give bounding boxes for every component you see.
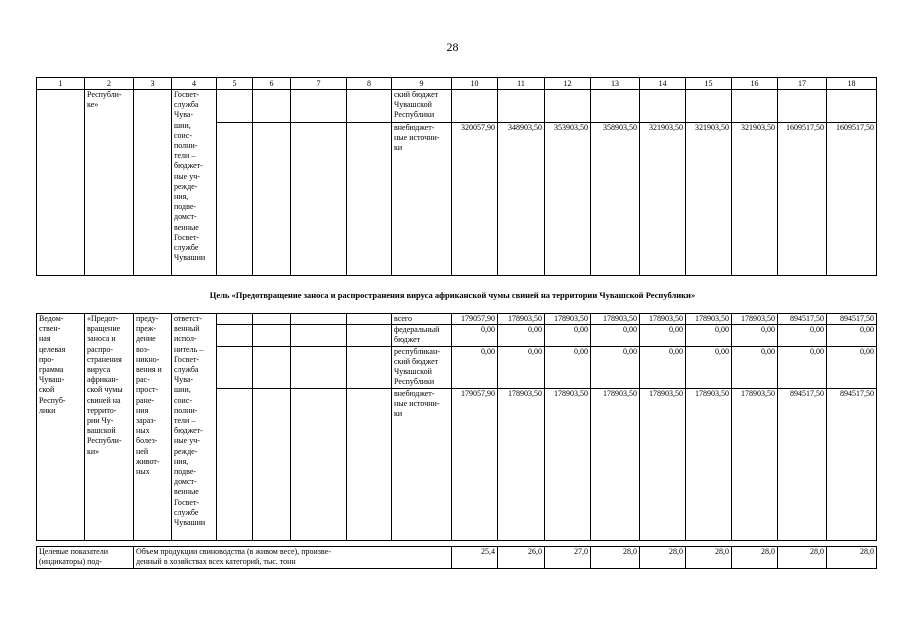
- column-number-cell: 3: [134, 78, 172, 90]
- value-cell: 0,00: [640, 346, 686, 388]
- program-table-goal-block: [36, 313, 877, 541]
- value-cell: [827, 90, 877, 123]
- value-cell: 178903,50: [545, 388, 591, 540]
- task-cell: преду- преж- дение воз- никно- вения и рас- прост- ране- ния зараз- ных болез- ней живот- ных: [134, 314, 172, 541]
- funding-source-cell: ский бюджет Чувашской Республики: [392, 90, 452, 123]
- value-cell: 0,00: [591, 325, 640, 346]
- column-number-cell: 15: [686, 78, 732, 90]
- funding-source-cell: республикан- ский бюджет Чувашской Республики: [392, 346, 452, 388]
- value-cell: 320057,90: [452, 123, 498, 276]
- value-cell: 178903,50: [686, 314, 732, 325]
- executor-cell: Госвет- служба Чува- шии, соис- полни- тели – бюджет- ные уч- режде- ния, подве- домст- венные Госвет- службе Чувашии: [172, 90, 217, 276]
- value-cell: 358903,50: [591, 123, 640, 276]
- value-cell: 1609517,50: [827, 123, 877, 276]
- value-cell: 0,00: [545, 325, 591, 346]
- value-cell: 178903,50: [732, 388, 778, 540]
- value-cell: 178903,50: [498, 314, 545, 325]
- column-number-cell: 8: [347, 78, 392, 90]
- value-cell: 0,00: [827, 325, 877, 346]
- column-number-cell: 7: [291, 78, 347, 90]
- value-cell: 348903,50: [498, 123, 545, 276]
- goal-heading: Цель «Предотвращение заноса и распространения вируса африканской чумы свиней на территории Чувашской Республики»: [209, 290, 696, 300]
- column-number-cell: 2: [85, 78, 134, 90]
- value-cell: 0,00: [686, 346, 732, 388]
- value-cell: 178903,50: [640, 314, 686, 325]
- value-cell: 28,0: [778, 547, 827, 569]
- value-cell: 28,0: [732, 547, 778, 569]
- value-cell: 321903,50: [732, 123, 778, 276]
- value-cell: 179057,90: [452, 314, 498, 325]
- value-cell: 28,0: [827, 547, 877, 569]
- value-cell: 0,00: [778, 325, 827, 346]
- column-number-cell: 18: [827, 78, 877, 90]
- value-cell: 321903,50: [686, 123, 732, 276]
- column-number-cell: 13: [591, 78, 640, 90]
- value-cell: 321903,50: [640, 123, 686, 276]
- value-cell: [591, 90, 640, 123]
- value-cell: 0,00: [778, 346, 827, 388]
- value-cell: 0,00: [640, 325, 686, 346]
- column-number-cell: 4: [172, 78, 217, 90]
- value-cell: [545, 90, 591, 123]
- program-name-cell: Республи- ке»: [85, 90, 134, 276]
- executor-cell: ответст- венный испол- нитель – Госвет- служба Чува- шии, соис- полни- тели – бюджет- ные уч- режде- ния, подве- домст- венные Госвет- службе Чувашии: [172, 314, 217, 541]
- column-number-cell: 9: [392, 78, 452, 90]
- value-cell: [498, 90, 545, 123]
- column-number-cell: 16: [732, 78, 778, 90]
- value-cell: [640, 90, 686, 123]
- page-number: 28: [446, 40, 459, 54]
- targets-description-cell: Объем продукции свиноводства (в живом весе), произве- денный в хозяйствах всех категорий, тыс. тонн: [134, 547, 452, 569]
- value-cell: 894517,50: [778, 314, 827, 325]
- column-number-cell: 10: [452, 78, 498, 90]
- value-cell: 894517,50: [827, 388, 877, 540]
- value-cell: 28,0: [686, 547, 732, 569]
- column-number-row: [37, 78, 877, 90]
- value-cell: 0,00: [498, 325, 545, 346]
- value-cell: 25,4: [452, 547, 498, 569]
- value-cell: 0,00: [545, 346, 591, 388]
- value-cell: [778, 90, 827, 123]
- table-row: [37, 90, 877, 123]
- program-table-continuation: [36, 77, 877, 276]
- value-cell: [732, 90, 778, 123]
- value-cell: 178903,50: [591, 388, 640, 540]
- value-cell: 1609517,50: [778, 123, 827, 276]
- value-cell: 27,0: [545, 547, 591, 569]
- program-type-cell: Ведом- ствен- ная целевая про- грамма Чуваш- ской Респуб- лики: [37, 314, 85, 541]
- value-cell: 178903,50: [498, 388, 545, 540]
- funding-source-cell: внебюджет- ные источни- ки: [392, 123, 452, 276]
- value-cell: 894517,50: [827, 314, 877, 325]
- column-number-cell: 17: [778, 78, 827, 90]
- value-cell: 0,00: [452, 346, 498, 388]
- funding-source-cell: всего: [392, 314, 452, 325]
- column-number-cell: 1: [37, 78, 85, 90]
- table-row: [37, 547, 877, 569]
- value-cell: 178903,50: [686, 388, 732, 540]
- column-number-cell: 6: [253, 78, 291, 90]
- column-number-cell: 12: [545, 78, 591, 90]
- program-name-cell: «Предот- вращение заноса и распро- странения вируса африкан- ской чумы свиней на террито- рии Чу- вашской Республи- ки»: [85, 314, 134, 541]
- column-number-cell: 5: [217, 78, 253, 90]
- funding-source-cell: федеральный бюджет: [392, 325, 452, 346]
- value-cell: 0,00: [591, 346, 640, 388]
- value-cell: [452, 90, 498, 123]
- value-cell: 26,0: [498, 547, 545, 569]
- value-cell: 353903,50: [545, 123, 591, 276]
- targets-label-cell: Целевые показатели (индикаторы) под-: [37, 547, 134, 569]
- table-row: [37, 314, 877, 325]
- value-cell: [686, 90, 732, 123]
- value-cell: 28,0: [640, 547, 686, 569]
- value-cell: 0,00: [732, 325, 778, 346]
- value-cell: 178903,50: [545, 314, 591, 325]
- value-cell: 178903,50: [591, 314, 640, 325]
- value-cell: 0,00: [498, 346, 545, 388]
- value-cell: 0,00: [732, 346, 778, 388]
- value-cell: 28,0: [591, 547, 640, 569]
- value-cell: 0,00: [827, 346, 877, 388]
- column-number-cell: 11: [498, 78, 545, 90]
- target-indicators-table: [36, 546, 877, 569]
- value-cell: 894517,50: [778, 388, 827, 540]
- value-cell: 178903,50: [732, 314, 778, 325]
- column-number-cell: 14: [640, 78, 686, 90]
- value-cell: 0,00: [686, 325, 732, 346]
- funding-source-cell: внебюджет- ные источни- ки: [392, 388, 452, 540]
- value-cell: 178903,50: [640, 388, 686, 540]
- value-cell: 0,00: [452, 325, 498, 346]
- value-cell: 179057,90: [452, 388, 498, 540]
